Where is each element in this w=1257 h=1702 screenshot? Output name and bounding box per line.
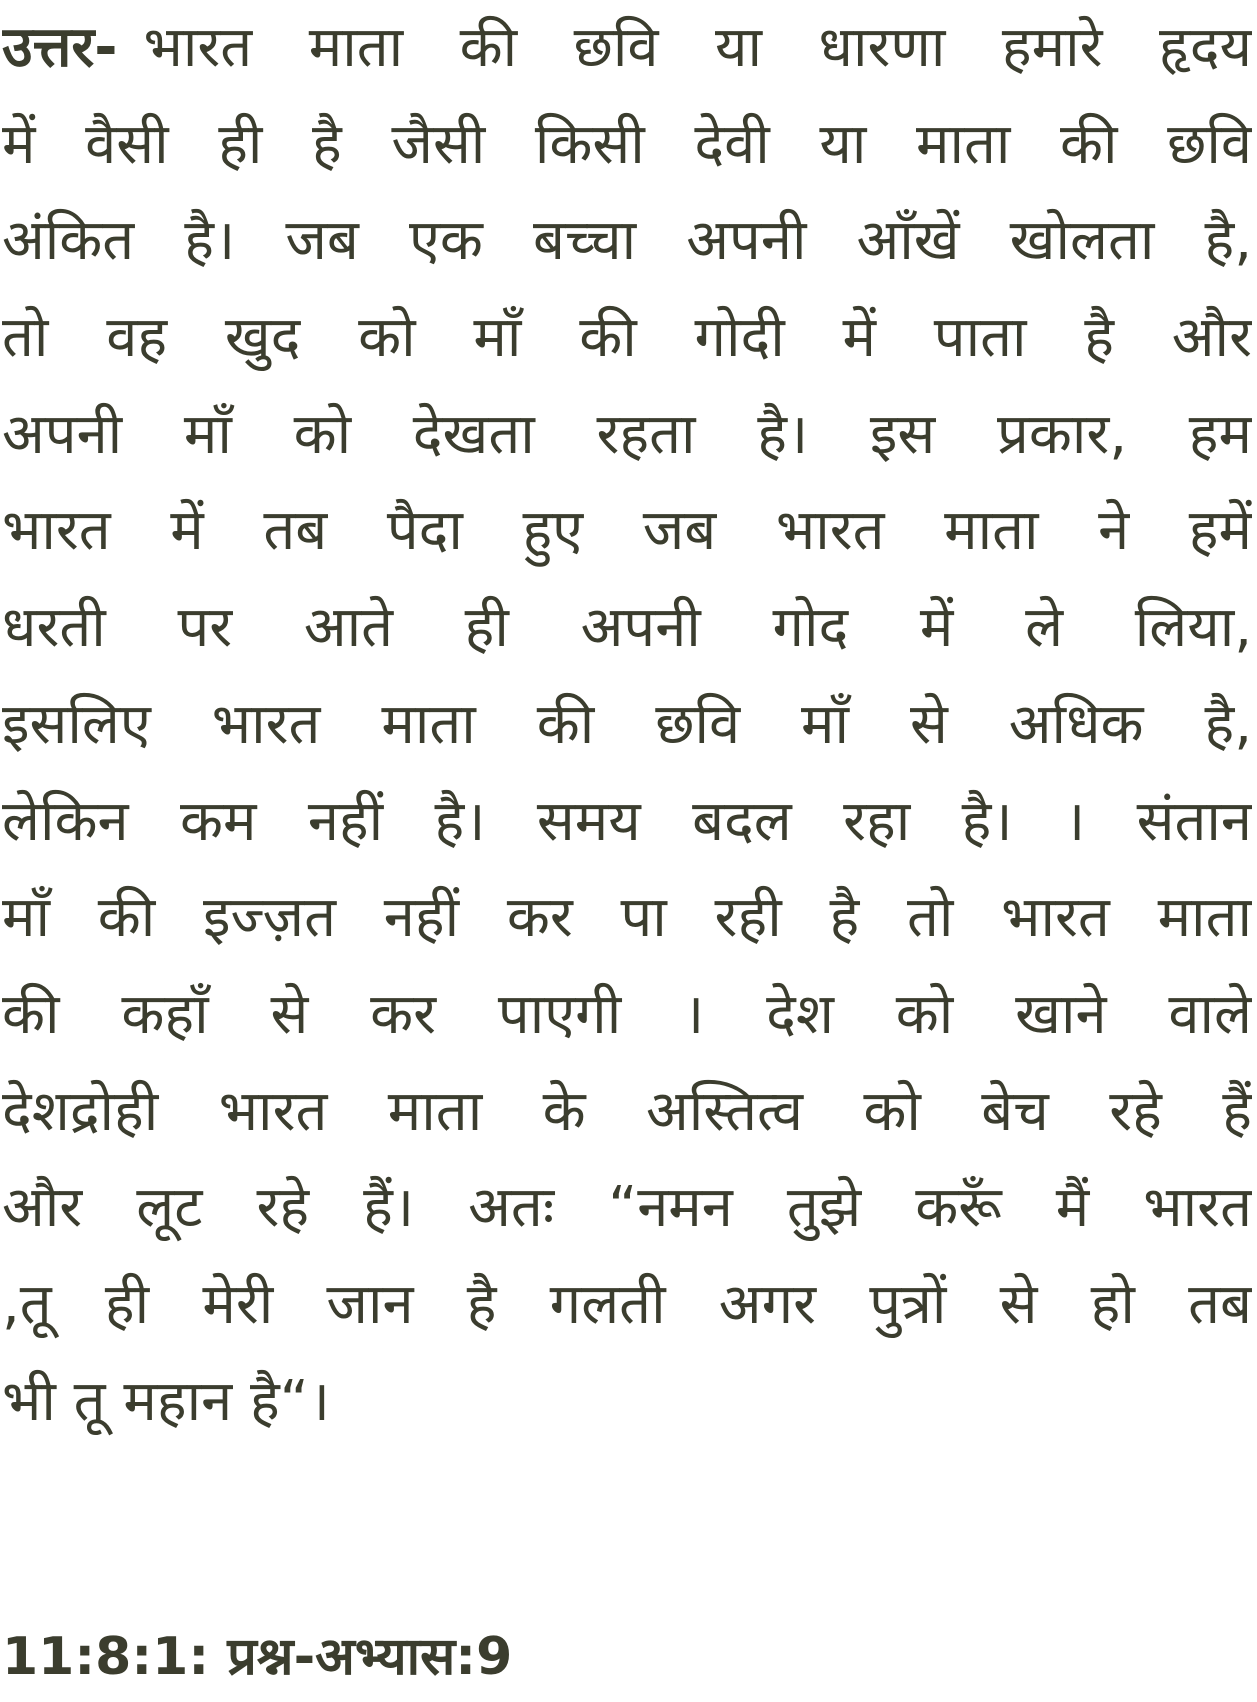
answer-line: देशद्रोही भारत माता के अस्तित्व को बेच रहे हैं bbox=[2, 1078, 1252, 1144]
answer-line: अपनी माँ को देखता रहता है। इस प्रकार, हम bbox=[2, 401, 1252, 467]
answer-line: अंकित है। जब एक बच्चा अपनी आँखें खोलता है, bbox=[2, 208, 1252, 274]
answer-label: उत्तर- bbox=[2, 15, 118, 80]
answer-paragraph bbox=[2, 0, 1252, 1450]
answer-line: लेकिन कम नहीं है। समय बदल रहा है। । संतान bbox=[2, 788, 1252, 854]
answer-line: तो वह खुद को माँ की गोदी में पाता है और bbox=[2, 305, 1252, 371]
answer-line: भारत में तब पैदा हुए जब भारत माता ने हमें bbox=[2, 498, 1252, 564]
answer-text: भारत माता की छवि या धारणा हमारे हृदय bbox=[143, 15, 1252, 80]
answer-line: में वैसी ही है जैसी किसी देवी या माता की छवि bbox=[2, 111, 1252, 177]
answer-line: भी तू महान है“। bbox=[2, 1368, 330, 1434]
answer-line: धरती पर आते ही अपनी गोद में ले लिया, bbox=[2, 595, 1252, 661]
answer-line: ,तू ही मेरी जान है गलती अगर पुत्रों से हो तब bbox=[2, 1271, 1252, 1337]
answer-line: और लूट रहे हैं। अतः “नमन तुझे करूँ मैं भारत bbox=[2, 1175, 1252, 1241]
answer-line: की कहाँ से कर पाएगी । देश को खाने वाले bbox=[2, 981, 1252, 1047]
section-heading: 11:8:1: प्रश्न-अभ्यास:9 bbox=[2, 1627, 513, 1687]
answer-line: इसलिए भारत माता की छवि माँ से अधिक है, bbox=[2, 691, 1252, 757]
answer-line: माँ की इज्ज़त नहीं कर पा रही है तो भारत माता bbox=[2, 885, 1252, 951]
answer-line bbox=[2, 0, 1252, 97]
